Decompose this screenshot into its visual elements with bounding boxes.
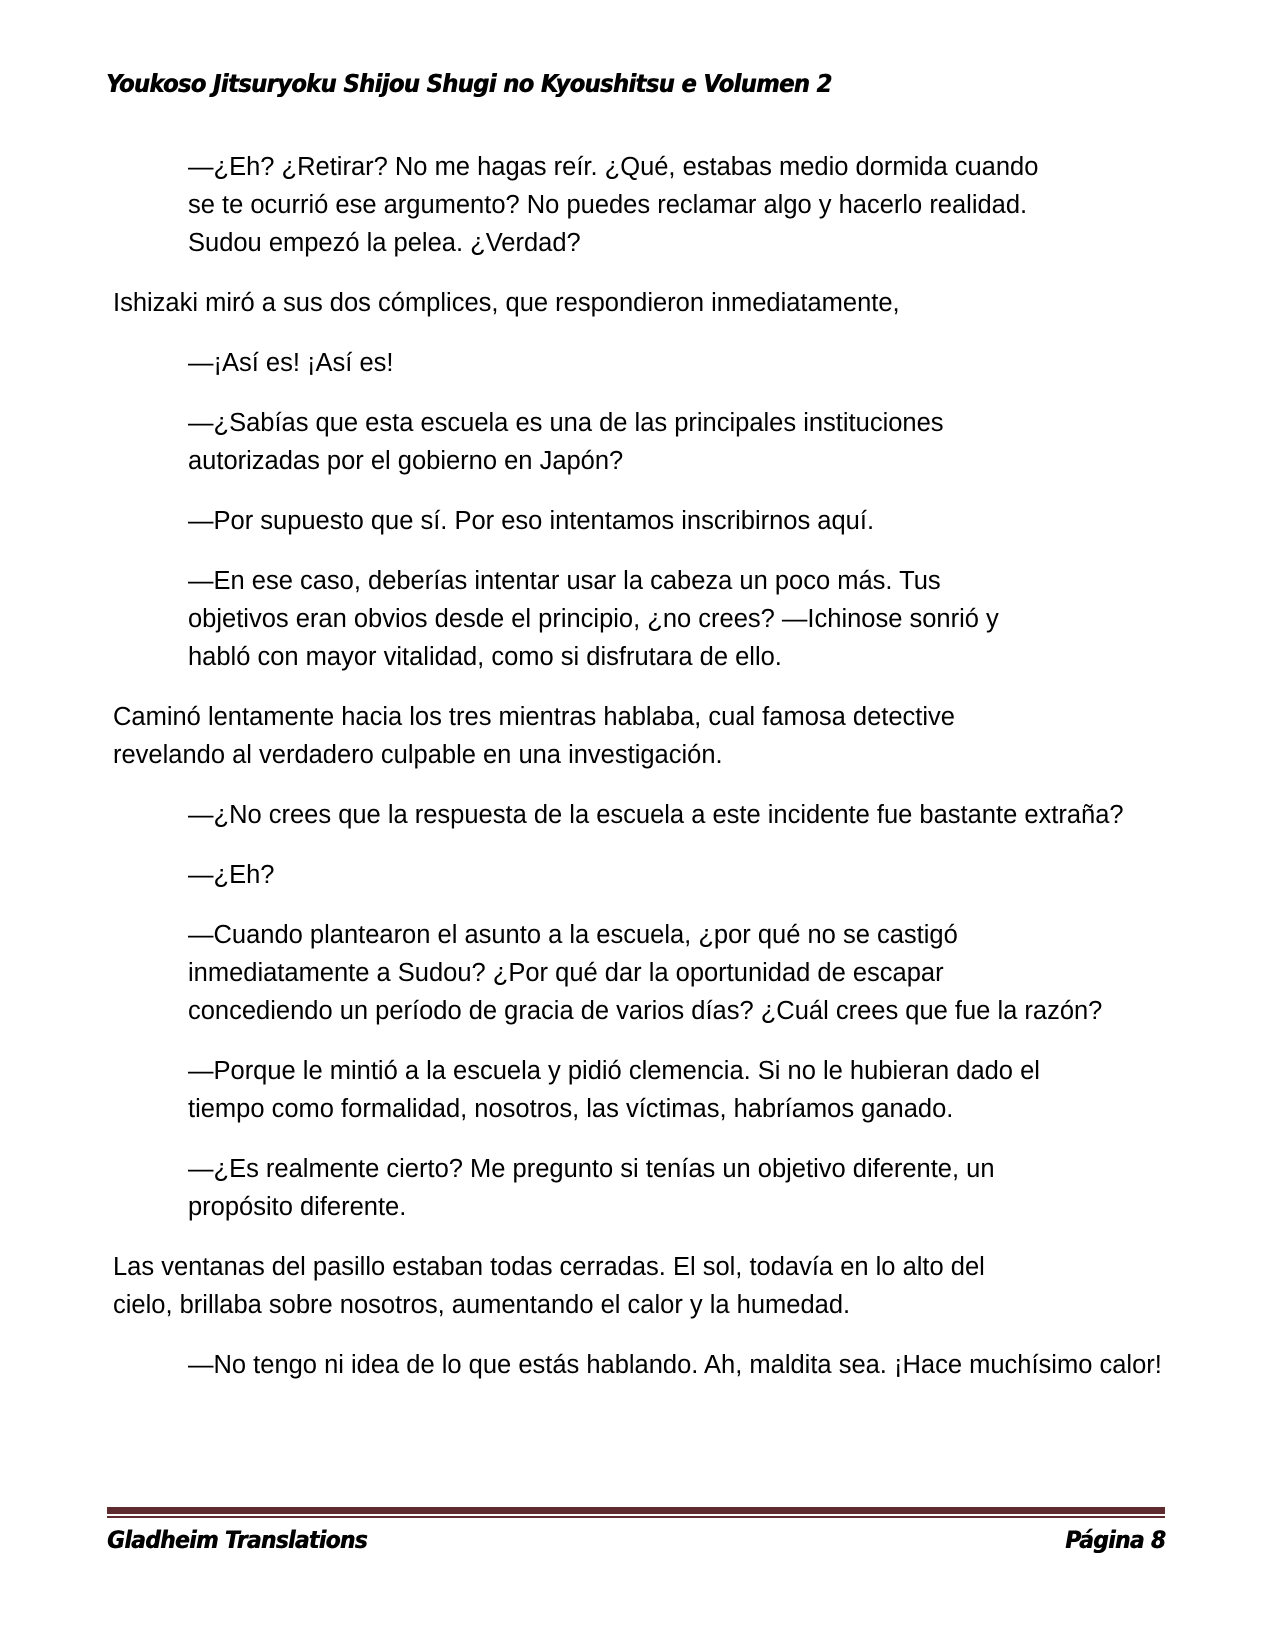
narration-paragraph [113, 284, 1162, 322]
text-line: tiempo como formalidad, nosotros, las víctimas, habríamos ganado. [188, 1095, 954, 1123]
text-line: autorizadas por el gobierno en Japón? [188, 447, 624, 475]
dialog-paragraph [113, 916, 1162, 1030]
dialog-paragraph [113, 344, 1162, 382]
text-line: habló con mayor vitalidad, como si disfrutara de ello. [188, 643, 782, 671]
text-line: propósito diferente. [188, 1193, 407, 1221]
text-line: muchísimo calor! [969, 1351, 1162, 1379]
footer-divider-rule [107, 1507, 1165, 1518]
dialog-paragraph [113, 502, 1162, 540]
footer-page-number [1054, 1525, 1165, 1555]
text-line: objetivos eran obvios desde el principio, ¿no crees? —Ichinose sonrió y [188, 605, 999, 633]
footer-translator [107, 1525, 396, 1555]
text-line: —¡Así es! ¡Así es! [188, 349, 394, 377]
dialog-paragraph [113, 1346, 1162, 1384]
footer-page-number-label: Página 8 [1064, 1526, 1165, 1554]
narration-paragraph [113, 698, 1162, 774]
narration-paragraph [113, 1248, 1162, 1324]
footer-translator-label: Gladheim Translations [107, 1526, 367, 1554]
text-line: Las ventanas del pasillo estaban todas cerradas. El sol, todavía en lo alto del [113, 1253, 985, 1281]
text-line: concediendo un período de gracia de varios días? ¿Cuál crees que fue la [188, 997, 1018, 1025]
dialog-paragraph [113, 796, 1162, 834]
volume-title: Youkoso Jitsuryoku Shijou Shugi no Kyoushitsu e Volumen 2 [106, 69, 832, 98]
page-header [106, 68, 1165, 100]
text-line: —Por supuesto que sí. Por eso intentamos inscribirnos aquí. [188, 507, 875, 535]
text-line: extraña? [1024, 801, 1124, 829]
text-line: —¿Sabías que esta escuela es una de las principales instituciones [188, 409, 944, 437]
dialog-paragraph [113, 562, 1162, 676]
footer-row [107, 1525, 1165, 1555]
page-body [113, 148, 1162, 1406]
text-line: se te ocurrió ese argumento? No puedes reclamar algo y hacerlo realidad. [188, 191, 1028, 219]
text-line: inmediatamente a Sudou? ¿Por qué dar la oportunidad de escapar [188, 959, 944, 987]
text-line: —¿Eh? ¿Retirar? No me hagas reír. ¿Qué, estabas medio dormida cuando [188, 153, 1039, 181]
text-line: razón? [1024, 997, 1103, 1025]
text-line: revelando al verdadero culpable en una investigación. [113, 741, 723, 769]
text-line: —¿Eh? [188, 861, 275, 889]
text-line: —¿Es realmente cierto? Me pregunto si tenías un objetivo diferente, un [188, 1155, 995, 1183]
dialog-paragraph [113, 1052, 1162, 1128]
page-footer [107, 1507, 1165, 1555]
dialog-paragraph [113, 856, 1162, 894]
dialog-paragraph [113, 148, 1162, 262]
dialog-paragraph [113, 404, 1162, 480]
text-line: Sudou empezó la pelea. ¿Verdad? [188, 229, 581, 257]
text-line: —¿No crees que la respuesta de la escuela a este incidente fue bastante [188, 801, 1018, 829]
dialog-paragraph [113, 1150, 1162, 1226]
text-line: —No tengo ni idea de lo que estás hablando. Ah, maldita sea. ¡Hace [188, 1351, 963, 1379]
text-line: —Cuando plantearon el asunto a la escuela, ¿por qué no se castigó [188, 921, 958, 949]
text-line: Ishizaki miró a sus dos cómplices, que respondieron inmediatamente, [113, 289, 900, 317]
text-line: Caminó lentamente hacia los tres mientras hablaba, cual famosa detective [113, 703, 955, 731]
text-line: —Porque le mintió a la escuela y pidió clemencia. Si no le hubieran dado el [188, 1057, 1040, 1085]
text-line: cielo, brillaba sobre nosotros, aumentando el calor y la humedad. [113, 1291, 851, 1319]
text-line: —En ese caso, deberías intentar usar la cabeza un poco más. Tus [188, 567, 941, 595]
